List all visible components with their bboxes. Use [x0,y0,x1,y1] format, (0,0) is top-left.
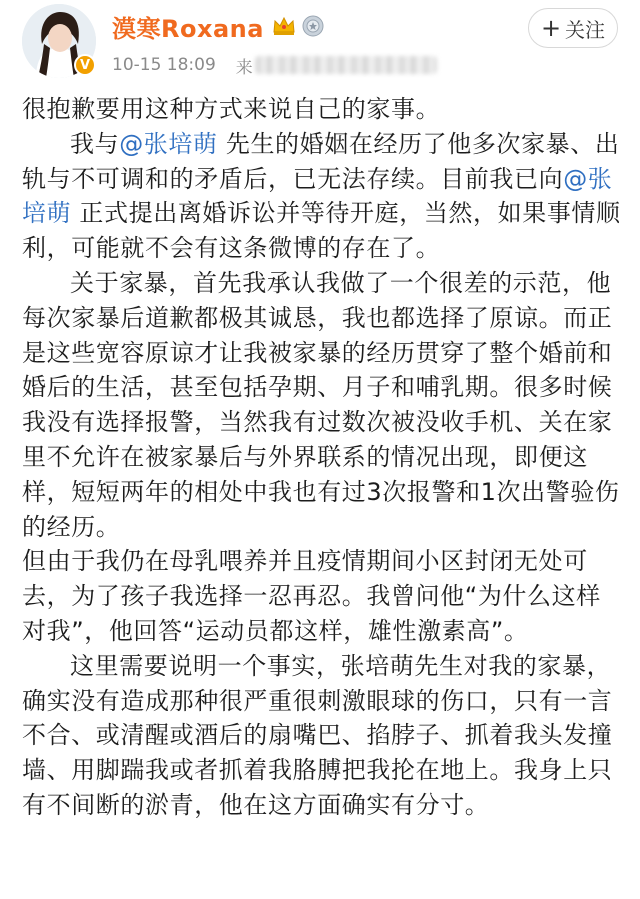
medal-icon [302,15,324,37]
post-time: 10-15 18:09 [112,55,216,75]
post-body [22,92,622,823]
username[interactable]: 漠寒Roxana [112,14,264,43]
verified-badge-icon: V [74,54,96,76]
paragraph-2-text-b: 先生的婚姻在经历了他多次家暴、出轨与不可调和的矛盾后，已无法存续。目前我已向 [22,129,620,193]
paragraph-2-text-a: 我与 [70,129,120,158]
redacted-source [255,56,437,74]
paragraph-3: 关于家暴，首先我承认我做了一个很差的示范，他每次家暴后道歉都极其诚恳，我也都选择了原谅。而正是这些宽容原谅才让我被家暴的经历贯穿了整个婚前和婚后的生活，甚至包括孕期、月子和哺乳期。很多时候我没有选择报警，当然我有过数次被没收手机、关在家里不允许在被家暴后与外界联系的情况出现，即便这样，短短两年的相处中我也有过3次报警和1次出警验伤的经历。 [22,268,620,541]
plus-icon: + [540,14,562,42]
post-header [0,0,640,96]
post-meta [112,52,437,78]
paragraph-5: 这里需要说明一个事实，张培萌先生对我的家暴，确实没有造成那种很严重很刺激眼球的伤口，只有一言不合、或清醒或酒后的扇嘴巴、掐脖子、抓着我头发撞墙、用脚踹我或者抓着我胳膊把我抡在地上。我身上只有不间断的淤青，他在这方面确实有分寸。 [22,651,613,819]
follow-button[interactable] [528,8,618,48]
mention-link[interactable]: @张培萌 [119,129,218,158]
paragraph-1: 很抱歉要用这种方式来说自己的家事。 [22,95,441,123]
username-row [112,8,324,44]
paragraph-2 [22,127,622,266]
post-source-prefix: 来 [235,57,253,78]
paragraph-4: 但由于我仍在母乳喂养并且疫情期间小区封闭无处可去，为了孩子我选择一忍再忍。我曾问他“为什么这样对我”，他回答“运动员都这样，雄性激素高”。 [22,547,601,645]
mention-link[interactable]: @张培萌 [22,164,613,228]
follow-label: 关注 [565,17,606,42]
crown-icon [272,16,296,36]
paragraph-2-text-c: 正式提出离婚诉讼并等待开庭，当然，如果事情顺利，可能就不会有这条微博的存在了。 [22,199,621,263]
